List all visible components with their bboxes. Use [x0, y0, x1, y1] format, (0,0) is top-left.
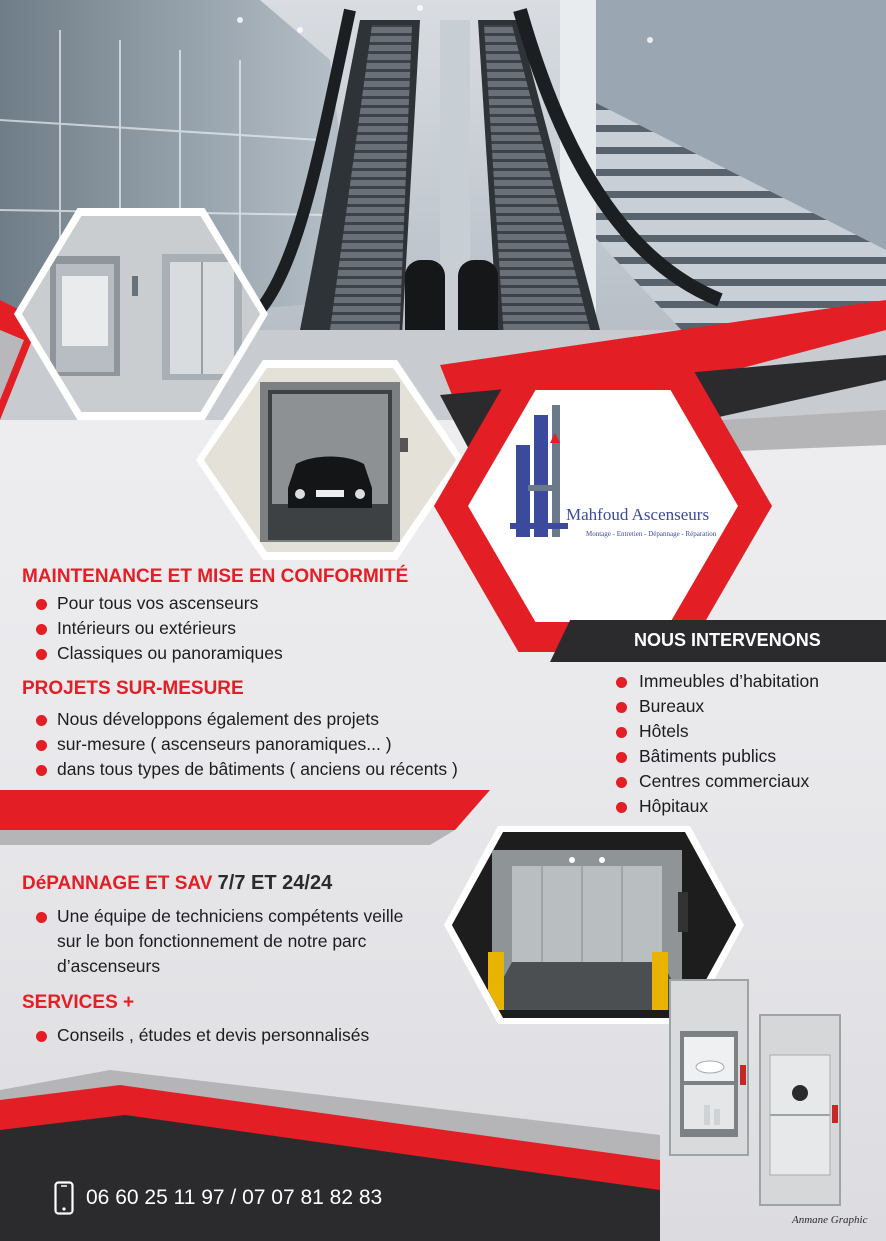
list-item: Classiques ou panoramiques — [36, 641, 283, 666]
list-item: Pour tous vos ascenseurs — [36, 591, 283, 616]
list-item: Hôpitaux — [616, 794, 819, 819]
list-item: Conseils , études et devis personnalisés — [36, 1023, 369, 1048]
intervenons-list — [616, 669, 819, 819]
intervenons-title: NOUS INTERVENONS — [634, 630, 821, 650]
list-item: Immeubles d’habitation — [616, 669, 819, 694]
depannage-title-highlight: 7/7 ET 24/24 — [217, 872, 333, 894]
depannage-title-prefix: DéPANNAGE ET SAV — [22, 873, 213, 894]
list-item: Bureaux — [616, 694, 819, 719]
projets-title: PROJETS SUR-MESURE — [22, 678, 244, 699]
depannage-list — [36, 904, 416, 979]
contact-phones[interactable]: 06 60 25 11 97 / 07 07 81 82 83 — [86, 1186, 383, 1209]
list-item: Intérieurs ou extérieurs — [36, 616, 283, 641]
depannage-title — [22, 872, 332, 895]
services-list — [36, 1023, 369, 1048]
list-item: Bâtiments publics — [616, 744, 819, 769]
phone-icon — [54, 1181, 74, 1215]
services-title: SERVICES + — [22, 992, 135, 1013]
brand-tagline: Montage - Entretien - Dépannage - Réparation — [586, 530, 717, 538]
list-item: sur-mesure ( ascenseurs panoramiques... ) — [36, 732, 458, 757]
maintenance-title: MAINTENANCE ET MISE EN CONFORMITÉ — [22, 566, 409, 587]
maintenance-list — [36, 591, 283, 666]
logo-mark — [510, 405, 570, 540]
dumbwaiter-photo — [660, 975, 886, 1241]
projets-list — [36, 707, 458, 782]
list-item: dans tous types de bâtiments ( anciens ou récents ) — [36, 757, 458, 782]
designer-signature: Anmane Graphic — [792, 1214, 868, 1226]
list-item: Hôtels — [616, 719, 819, 744]
list-item: Une équipe de techniciens compétents veille sur le bon fonctionnement de notre parc d’ascenseurs — [36, 904, 416, 979]
list-item: Centres commerciaux — [616, 769, 819, 794]
list-item: Nous développons également des projets — [36, 707, 458, 732]
brand-name: Mahfoud Ascenseurs — [566, 505, 710, 524]
